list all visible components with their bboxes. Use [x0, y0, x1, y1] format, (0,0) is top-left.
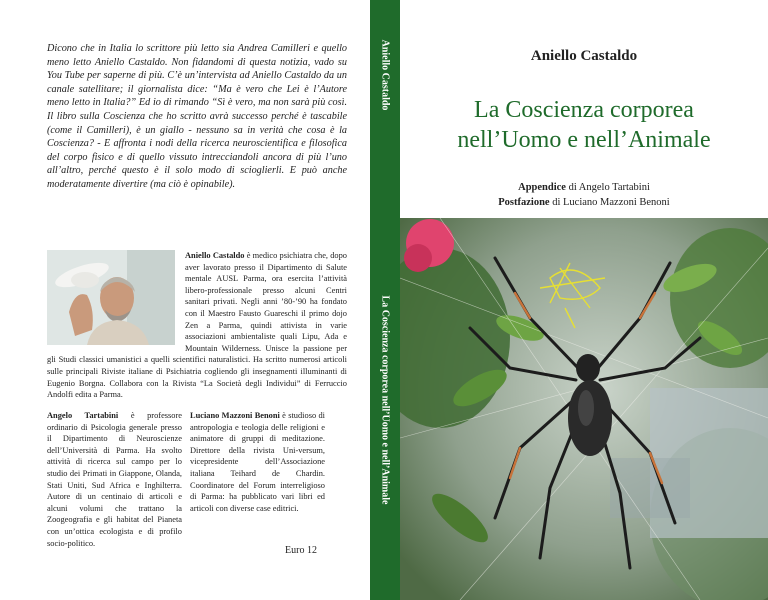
- postface-credit: [400, 195, 768, 210]
- tartabini-bio: [47, 410, 182, 549]
- front-title-line2: nell’Uomo e nell’Animale: [457, 127, 711, 153]
- front-credits: [400, 180, 768, 210]
- back-cover: [0, 0, 370, 600]
- postface-text: di Luciano Mazzoni Benoni: [549, 197, 670, 208]
- tartabini-name: Angelo Tartabini: [47, 411, 119, 420]
- front-cover: [400, 0, 768, 600]
- benoni-text: è studioso di antropologia e teologia delle religioni e animatore di gruppi di meditazione. Direttore della rivista Uni-versum, vicepresidente dell’Associazione italiana Teihard de Chardin. Coordinatore del Forum interreligioso di Parma: ha pubblicato vari libri ed articoli con diverse case editrici.: [190, 411, 325, 513]
- cover-photo: [400, 218, 768, 600]
- tartabini-text: è professore ordinario di Psicologia generale presso il Dipartimento di Neuroscienze dell’Università di Parma. Ha svolto attività di ricerca sul campo per lo studio dei Primati in Giappone, Olanda, Stati Uniti, Sud Africa e Inghilterra. Autore di un centinaio di articoli e alcuni volumi che trattano la Zoogeografia e gli habitat del Pianeta con un’ottica ecologista e di profilo socio-politico.: [47, 411, 183, 548]
- benoni-bio: [190, 410, 325, 514]
- author-photo: [47, 250, 175, 345]
- front-title: [400, 95, 768, 155]
- back-blurb: Dicono che in Italia lo scrittore più letto sia Andrea Camilleri e quello meno letto Aniello Castaldo. Non fidandomi di questa notizia, vado su You Tube per saperne di più. C’è un’intervista ad Aniello Castaldo da un canale satellitare; il giornalista dice: “Ma è vero che Lei è l’Autore meno letto in Italia?” Ed io di rimando “Sì è vero, ma non sarà più così. Il libro sulla Coscienza che ho scritto avrà successo perché è tascabile (come il Camilleri), è un giallo - nessuno sa in verità che cosa è la Coscienza? - E affronta i nodi della ricerca neuroscientifica e filosofica del corpo fisico e di quello vissuto intrecciandoli ancora di più l’uno all’altro, perché questo è il solo modo di scioglierli. E può anche moderatamente divertire (ma ciò è opinabile).: [47, 43, 347, 190]
- appendix-text: di Angelo Tartabini: [565, 182, 650, 193]
- author-bio-name: Aniello Castaldo: [185, 251, 245, 260]
- front-author: Aniello Castaldo: [530, 48, 638, 64]
- appendix-label: Appendice: [518, 182, 566, 193]
- spine-author: Aniello Castaldo: [379, 39, 391, 111]
- author-bio-text: è medico psichiatra che, dopo aver lavorato presso il Dipartimento di Salute mentale AUSL Parma, ora esercita l’attività libero-professionale presso alcuni Centri sanitari privati. Negli anni ’80-’90 ha fondato con il Maestro Fausto Guareschi il primo dojo Zen a Parma, quindi attivista in varie associazioni ambientaliste quali Lipu, Ada e Mountain Wilderness. Unisce la passione per gli Studi classici umanistici a quelli scientifici naturalistici. Ha scritto numerosi articoli sulle principali Riviste italiane di Psichiatria cogliendo gli insegnamenti illuminanti di Eugenio Borgna. Collabora con la Rivista “La Società degli Individui” di Ferruccio Andolfi edita a Parma.: [47, 251, 347, 400]
- author-photo-image: [47, 250, 175, 345]
- appendix-credit: [400, 180, 768, 195]
- benoni-name: Luciano Mazzoni Benoni: [190, 411, 280, 420]
- postface-label: Postfazione: [498, 197, 550, 208]
- price: Euro 12: [285, 545, 317, 556]
- spider-photo: [400, 218, 768, 600]
- spine-title: La Coscienza corporea nell’Uomo e nell’Animale: [379, 295, 391, 505]
- author-bio: [47, 250, 347, 401]
- front-title-line1: La Coscienza corporea: [474, 97, 694, 123]
